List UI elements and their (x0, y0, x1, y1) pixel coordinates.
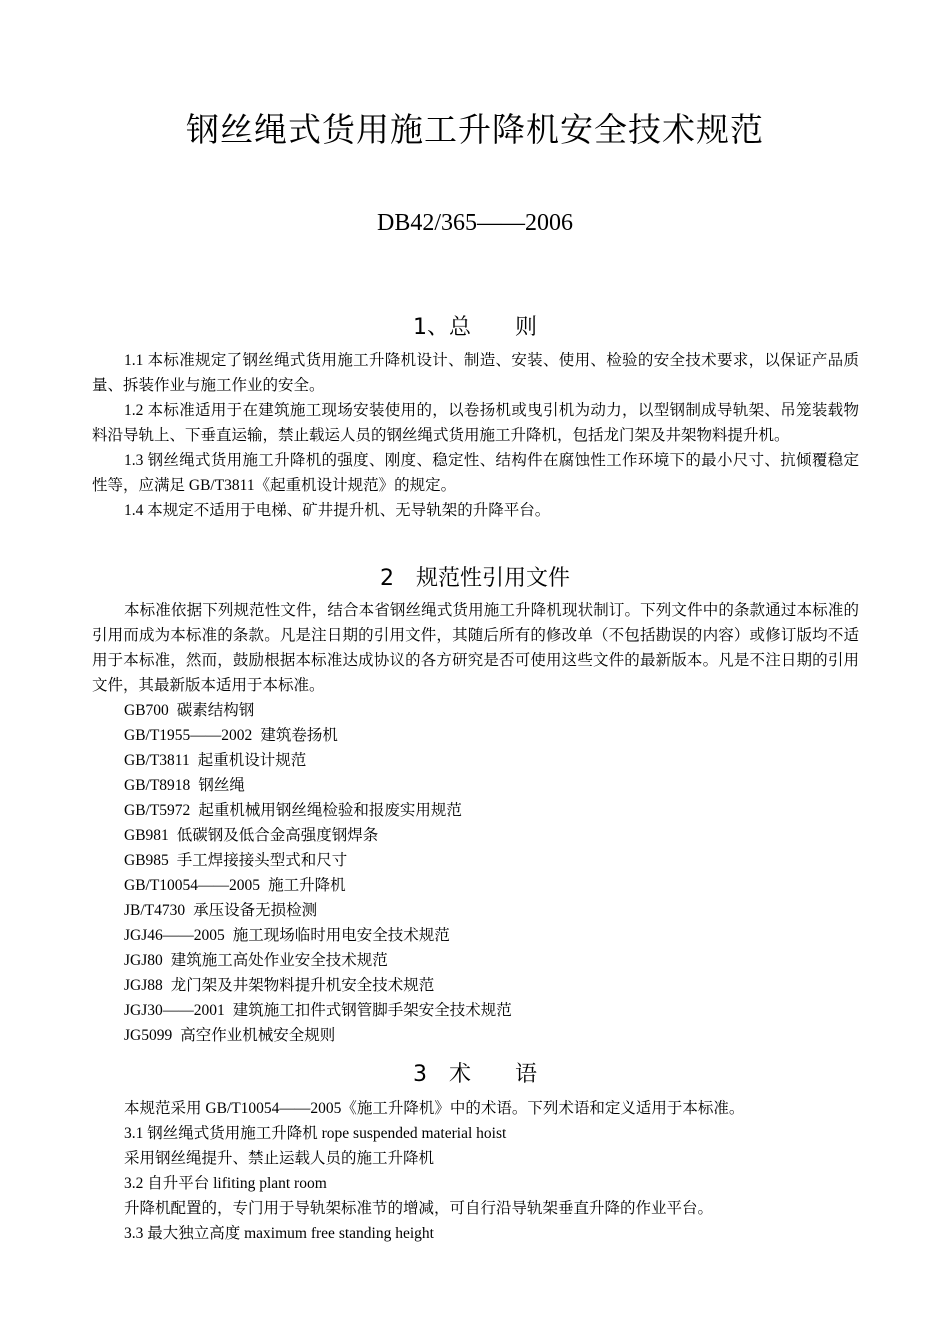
reference-item (92, 773, 859, 798)
document-title: 钢丝绳式货用施工升降机安全技术规范 (186, 110, 764, 149)
reference-code: GB/T5972 (124, 802, 191, 819)
section-2-heading-wrap (0, 561, 950, 592)
reference-name: 碳素结构钢 (176, 702, 255, 719)
reference-name: 建筑施工扣件式钢管脚手架安全技术规范 (232, 1002, 512, 1019)
reference-name: 手工焊接接头型式和尺寸 (176, 852, 348, 869)
reference-name: 起重机设计规范 (197, 752, 307, 769)
reference-name: 钢丝绳 (198, 777, 245, 794)
section-1-heading: 1、总 则 (413, 315, 537, 340)
reference-code: GB981 (124, 827, 169, 844)
reference-item (92, 948, 859, 973)
section-2-body (92, 598, 859, 1048)
reference-code: GB/T3811 (124, 752, 190, 769)
reference-code: JGJ30——2001 (124, 1002, 225, 1019)
reference-code: JGJ88 (124, 977, 163, 994)
term-3-3-title: 3.3 最大独立高度 maximum free standing height (124, 1225, 434, 1242)
reference-name: 施工现场临时用电安全技术规范 (232, 927, 450, 944)
section-1-heading-wrap (0, 310, 950, 341)
term-3-2-title: 3.2 自升平台 lifiting plant room (124, 1175, 327, 1192)
clause-1-4: 1.4 本规定不适用于电梯、矿井提升机、无导轨架的升降平台。 (124, 502, 551, 519)
reference-name: 高空作业机械安全规则 (180, 1027, 336, 1044)
reference-item (92, 873, 859, 898)
reference-name: 起重机械用钢丝绳检验和报废实用规范 (198, 802, 462, 819)
term-3-1-title: 3.1 钢丝绳式货用施工升降机 rope suspended material hoist (124, 1125, 507, 1142)
section-3-heading-wrap (0, 1057, 950, 1088)
reference-name: 建筑卷扬机 (260, 727, 338, 744)
reference-code: GB/T1955——2002 (124, 727, 253, 744)
reference-code: GB/T10054——2005 (124, 877, 261, 894)
section-2-heading: 2 规范性引用文件 (380, 566, 570, 591)
section-3-heading: 3 术 语 (413, 1062, 537, 1087)
section-1-body (92, 348, 859, 523)
reference-name: 承压设备无损检测 (193, 902, 318, 919)
clause-1-1: 1.1 本标准规定了钢丝绳式货用施工升降机设计、制造、安装、使用、检验的安全技术要求，以保证产品质量、拆装作业与施工作业的安全。 (92, 352, 859, 394)
reference-name: 施工升降机 (268, 877, 346, 894)
reference-code: GB/T8918 (124, 777, 191, 794)
reference-name: 低碳钢及低合金高强度钢焊条 (176, 827, 379, 844)
term-3-2-definition: 升降机配置的，专门用于导轨架标准节的增减，可自行沿导轨架垂直升降的作业平台。 (124, 1200, 714, 1217)
reference-item (92, 848, 859, 873)
reference-item (92, 798, 859, 823)
clause-1-2: 1.2 本标准适用于在建筑施工现场安装使用的，以卷扬机或曳引机为动力，以型钢制成导轨架、吊笼装载物料沿导轨上、下垂直运输，禁止载运人员的钢丝绳式货用施工升降机，包括龙门架及井架物料提升机。 (92, 402, 859, 444)
reference-code: GB985 (124, 852, 169, 869)
reference-name: 建筑施工高处作业安全技术规范 (170, 952, 388, 969)
clause-1-3: 1.3 钢丝绳式货用施工升降机的强度、刚度、稳定性、结构件在腐蚀性工作环境下的最小尺寸、抗倾覆稳定性等，应满足 GB/T3811《起重机设计规范》的规定。 (92, 452, 859, 494)
term-3-1-definition: 采用钢丝绳提升、禁止运载人员的施工升降机 (124, 1150, 435, 1167)
reference-list (92, 698, 859, 1048)
reference-code: JG5099 (124, 1027, 173, 1044)
section-3-body (92, 1096, 859, 1246)
reference-name: 龙门架及井架物料提升机安全技术规范 (170, 977, 435, 994)
section-2-intro: 本标准依据下列规范性文件，结合本省钢丝绳式货用施工升降机现状制订。下列文件中的条款通过本标准的引用而成为本标准的条款。凡是注日期的引用文件，其随后所有的修改单（不包括勘误的内容）或修订版均不适用于本标准，然而，鼓励根据本标准达成协议的各方研究是否可使用这些文件的最新版本。凡是不注日期的引用文件，其最新版本适用于本标准。 (92, 602, 859, 694)
reference-code: JB/T4730 (124, 902, 186, 919)
reference-item (92, 748, 859, 773)
standard-code: DB42/365——2006 (376, 210, 573, 236)
reference-item (92, 1023, 859, 1048)
reference-code: JGJ46——2005 (124, 927, 225, 944)
reference-item (92, 723, 859, 748)
reference-item (92, 923, 859, 948)
reference-item (92, 823, 859, 848)
terms-intro: 本规范采用 GB/T10054——2005《施工升降机》中的术语。下列术语和定义适用于本标准。 (124, 1100, 745, 1117)
reference-code: GB700 (124, 702, 169, 719)
reference-item (92, 973, 859, 998)
reference-code: JGJ80 (124, 952, 163, 969)
reference-item (92, 998, 859, 1023)
reference-item (92, 698, 859, 723)
reference-item (92, 898, 859, 923)
